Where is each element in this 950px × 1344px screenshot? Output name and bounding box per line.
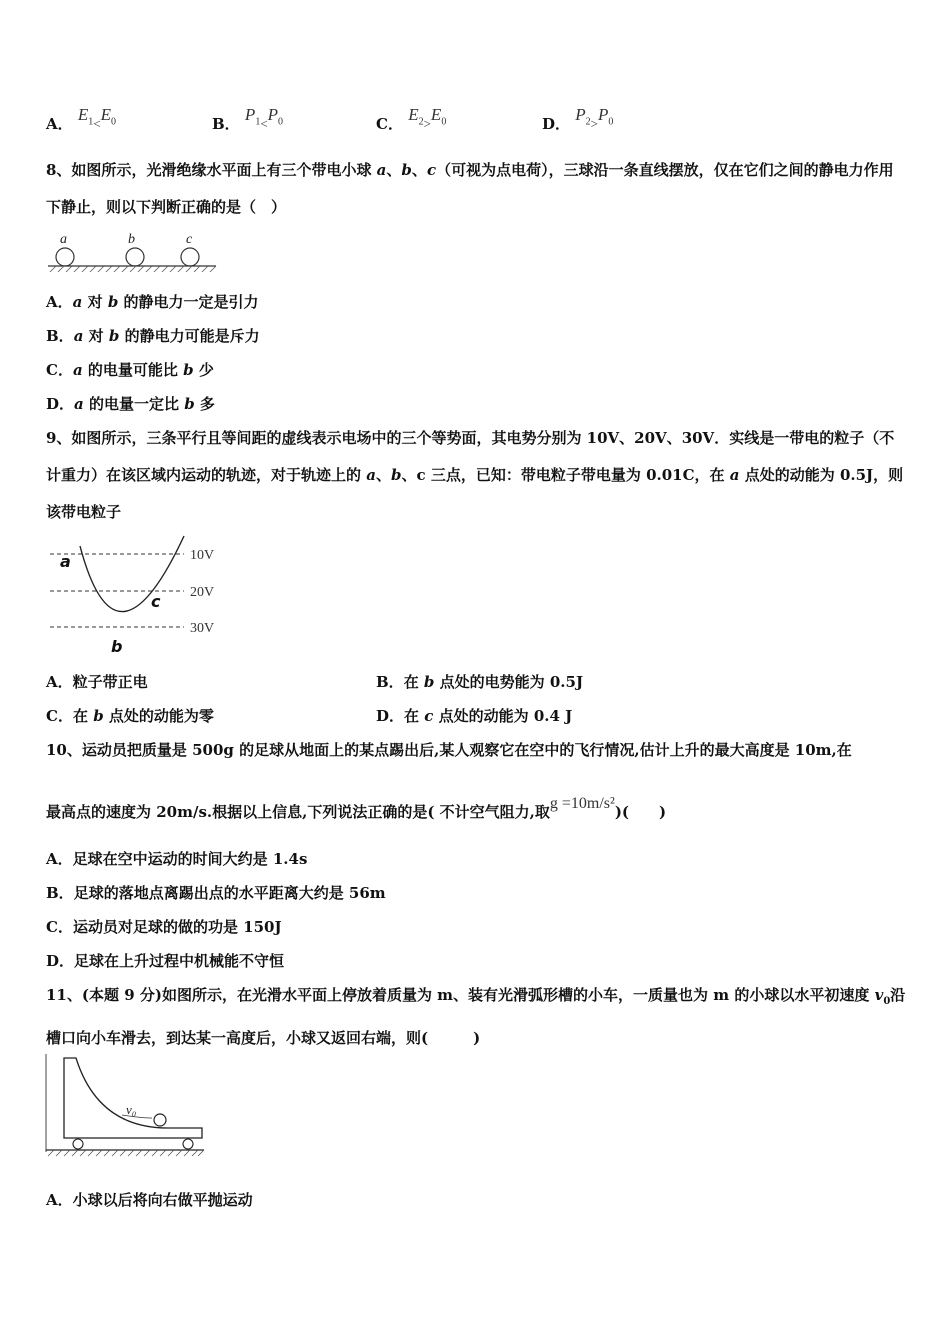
label-10v: 10V bbox=[190, 548, 215, 563]
q7-option-b: B． $P_{1<}P_0$ bbox=[212, 105, 284, 133]
q9-stem: 9、如图所示，三条平行且等间距的虚线表示电场中的三个等势面，其电势分别为 10V、20V、30V．实线是一带电的粒子（不计重力）在该区域内运动的轨迹，对于轨迹上的 a、b、c 三点，已知：带电粒子带电量为 0.01C，在 a 点处的动能为 0.5J，则该带电粒子 bbox=[46, 429, 904, 521]
point-b-label: b bbox=[111, 637, 123, 656]
cart-body bbox=[64, 1058, 202, 1138]
fig-label-a: a bbox=[60, 232, 67, 247]
q10-option-d: D．足球在上升过程中机械能不守恒 bbox=[46, 952, 285, 970]
q7-option-d: D． $P_{2>}P_0$ bbox=[542, 105, 614, 133]
q10-stem-line2: 最高点的速度为 20m/s.根据以上信息,下列说法正确的是( 不计空气阻力,取g =10m/s²)( ) bbox=[46, 795, 667, 821]
ball-a bbox=[56, 248, 74, 266]
ball-b bbox=[126, 248, 144, 266]
q9-option-b: B．在 b 点处的电势能为 0.5J bbox=[376, 673, 584, 691]
ground-hatch bbox=[48, 1150, 204, 1156]
point-a-label: a bbox=[60, 552, 71, 571]
q10-stem-line1: 10、运动员把质量是 500g 的足球从地面上的某点踢出后,某人观察它在空中的飞行情况,估计上升的最大高度是 10m,在 bbox=[46, 741, 852, 759]
label-20v: 20V bbox=[190, 585, 215, 600]
velocity-label: v₀ bbox=[126, 1102, 137, 1117]
q10-option-b: B．足球的落地点离踢出点的水平距离大约是 56m bbox=[46, 884, 386, 902]
q10-option-c: C．运动员对足球的做的功是 150J bbox=[46, 918, 282, 936]
q9-figure bbox=[44, 532, 234, 656]
ground-hatch bbox=[50, 266, 216, 272]
q7-option-a: A． $E_{1<}E_0$ bbox=[46, 105, 116, 133]
q8-option-d: D．a 的电量一定比 b 多 bbox=[46, 395, 215, 413]
trajectory bbox=[80, 536, 184, 612]
ball-c bbox=[181, 248, 199, 266]
q8-option-c: C．a 的电量可能比 b 少 bbox=[46, 361, 214, 379]
q9-option-a: A．粒子带正电 bbox=[46, 673, 148, 691]
q10-option-a: A．足球在空中运动的时间大约是 1.4s bbox=[46, 850, 308, 868]
small-ball bbox=[154, 1114, 166, 1126]
fig-label-c: c bbox=[186, 232, 193, 247]
q8-stem: 8、如图所示，光滑绝缘水平面上有三个带电小球 a、b、c（可视为点电荷），三球沿一条直线摆放，仅在它们之间的静电力作用下静止，则以下判断正确的是（ ） bbox=[46, 161, 894, 216]
q8-figure bbox=[44, 228, 220, 276]
fig-label-b: b bbox=[128, 232, 135, 247]
point-c-label: c bbox=[151, 592, 161, 611]
q8-option-b: B．a 对 b 的静电力可能是斥力 bbox=[46, 327, 260, 345]
q7-option-c: C． $E_{2>}E_0$ bbox=[376, 105, 447, 133]
q9-option-c: C．在 b 点处的动能为零 bbox=[46, 707, 214, 725]
wheel-left bbox=[73, 1139, 83, 1149]
q11-figure bbox=[42, 1052, 208, 1162]
wheel-right bbox=[183, 1139, 193, 1149]
q9-option-d: D．在 c 点处的动能为 0.4 J bbox=[376, 707, 573, 725]
gravity-formula: g =10m/s² bbox=[549, 795, 615, 812]
q11-stem: 11、(本题 9 分)如图所示，在光滑水平面上停放着质量为 m、装有光滑弧形槽的小车，一质量也为 m 的小球以水平初速度 $v_0$沿槽口向小车滑去，到达某一高度后，小球又返回右端，则( ) bbox=[46, 986, 906, 1047]
q11-option-a: A．小球以后将向右做平抛运动 bbox=[46, 1191, 253, 1209]
q8-option-a: A．a 对 b 的静电力一定是引力 bbox=[46, 293, 259, 311]
label-30v: 30V bbox=[190, 621, 215, 636]
